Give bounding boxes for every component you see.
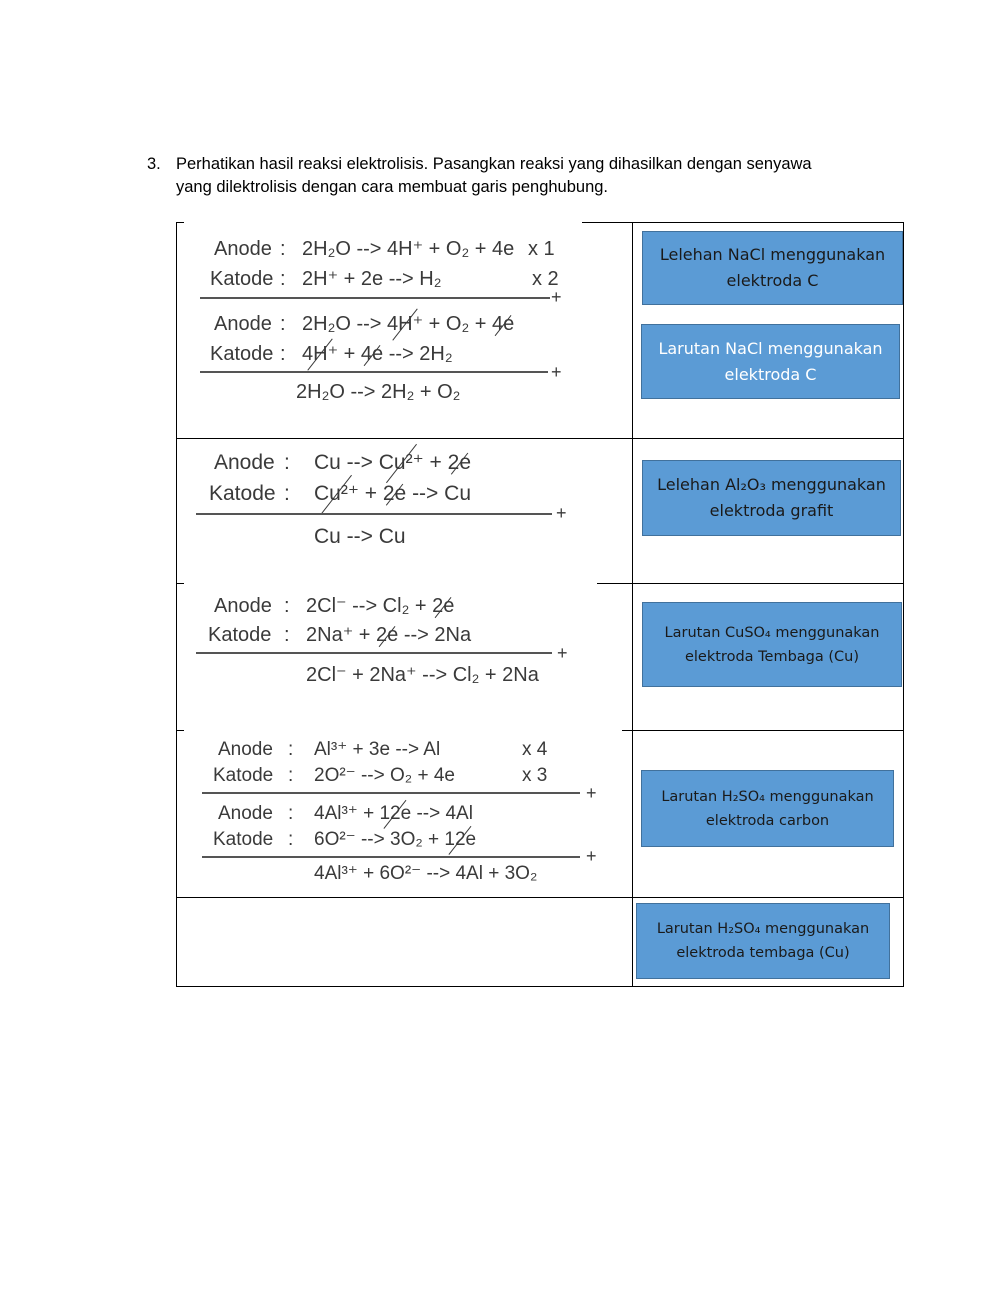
reaction-line: Anode : Cu --> Cu²⁺ + 2e [214, 451, 471, 474]
sum-line [200, 297, 550, 299]
sum-line [202, 792, 580, 794]
row-divider-2b [597, 583, 904, 584]
table-bottom-border [176, 986, 904, 987]
plus-sign: + [557, 643, 568, 663]
reaction-line: Katode : 4H⁺ + 4e --> 2H₂ [210, 343, 453, 365]
table-top-border [176, 222, 184, 223]
table-middle-divider [632, 222, 633, 987]
reaction-line: Anode : 4Al³⁺ + 12e --> 4Al [218, 803, 473, 824]
plus-sign: + [586, 846, 597, 866]
sum-line [202, 856, 580, 858]
plus-sign: + [556, 503, 567, 523]
question-number: 3. [147, 155, 161, 173]
row-divider-2a [176, 583, 184, 584]
reaction-line: Katode : 2H⁺ + 2e --> H₂ x 2 [210, 268, 559, 290]
plus-sign: + [551, 287, 562, 307]
reaction-line: Anode : 2H₂O --> 4H⁺ + O₂ + 4e x 1 [214, 238, 555, 260]
reaction-line: Anode : 2H₂O --> 4H⁺ + O₂ + 4e [214, 313, 515, 335]
answer-box-larutan-h2so4-carbon[interactable]: Larutan H₂SO₄ menggunakan elektroda carbon [641, 770, 894, 847]
question-line-2: yang dilektrolisis dengan cara membuat garis penghubung. [176, 178, 609, 196]
table-left-border [176, 222, 177, 987]
sum-line [196, 652, 552, 654]
reaction-result: 2H₂O --> 2H₂ + O₂ [296, 381, 461, 403]
table-right-border [903, 222, 904, 987]
question-text [176, 153, 907, 199]
row-divider-3b [622, 730, 904, 731]
reaction-result: Cu --> Cu [314, 525, 406, 548]
reaction-result: 2Cl⁻ + 2Na⁺ --> Cl₂ + 2Na [306, 664, 539, 686]
row-divider-1 [176, 438, 904, 439]
reaction-line: Katode : Cu²⁺ + 2e --> Cu [209, 482, 471, 505]
question [147, 153, 907, 199]
reaction-line: Anode : 2Cl⁻ --> Cl₂ + 2e [214, 595, 455, 617]
reaction-line: Anode : Al³⁺ + 3e --> Al x 4 [218, 739, 548, 760]
row-divider-4 [176, 897, 904, 898]
answer-box-lelehan-nacl[interactable]: Lelehan NaCl menggunakan elektroda C [642, 231, 903, 305]
reaction-line: Katode : 2O²⁻ --> O₂ + 4e x 3 [213, 765, 548, 786]
row-divider-3a [176, 730, 184, 731]
plus-sign: + [586, 783, 597, 803]
table-top-border-right [582, 222, 904, 223]
reaction-result: 4Al³⁺ + 6O²⁻ --> 4Al + 3O₂ [314, 863, 538, 884]
question-line-1: Perhatikan hasil reaksi elektrolisis. Pasangkan reaksi yang dihasilkan dengan senyawa [176, 155, 812, 173]
answer-box-larutan-h2so4-tembaga[interactable]: Larutan H₂SO₄ menggunakan elektroda tembaga (Cu) [636, 903, 890, 979]
answer-box-larutan-nacl[interactable]: Larutan NaCl menggunakan elektroda C [641, 324, 900, 399]
plus-sign: + [551, 362, 562, 382]
answer-box-larutan-cuso4[interactable]: Larutan CuSO₄ menggunakan elektroda Tembaga (Cu) [642, 602, 902, 687]
sum-line [196, 513, 552, 515]
reaction-line: Katode : 6O²⁻ --> 3O₂ + 12e [213, 829, 477, 850]
sum-line [200, 371, 548, 373]
reaction-line: Katode : 2Na⁺ + 2e --> 2Na [208, 624, 472, 646]
answer-box-lelehan-al2o3[interactable]: Lelehan Al₂O₃ menggunakan elektroda grafit [642, 460, 901, 536]
